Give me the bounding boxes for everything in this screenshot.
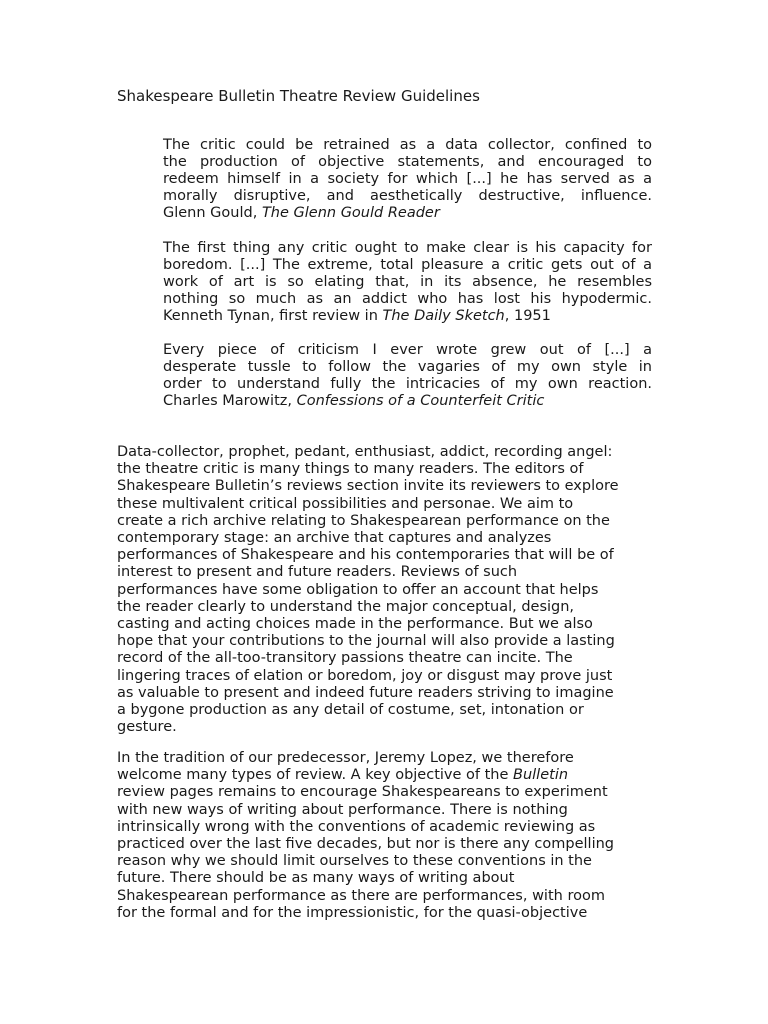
body-paragraph-intro	[117, 444, 657, 736]
page-title: Shakespeare Bulletin Theatre Review Guidelines	[117, 87, 480, 105]
paragraph-line: for the formal and for the impressionistic, for the quasi-objective	[117, 904, 588, 921]
attribution-year: , 1951	[504, 308, 551, 324]
quote-line: Every piece of criticism I ever wrote grew out of [...] a	[163, 342, 652, 358]
paragraph-line: performances of Shakespeare and his contemporaries that will be of	[117, 547, 614, 564]
paragraph-line: with new ways of writing about performance. There is nothing	[117, 801, 568, 818]
paragraph-line: a bygone production as any detail of costume, set, intonation or	[117, 702, 584, 719]
paragraph-line: intrinsically wrong with the conventions of academic reviewing as	[117, 818, 596, 835]
quote-attribution	[163, 308, 652, 325]
attribution-author: Glenn Gould,	[163, 205, 262, 221]
body-paragraph-tradition	[117, 750, 657, 922]
quote-line: redeem himself in a society for which [...] he has served as a	[163, 171, 652, 187]
paragraph-line: gesture.	[117, 719, 177, 736]
quote-line: The first thing any critic ought to make clear is his capacity for	[163, 240, 652, 256]
paragraph-line: lingering traces of elation or boredom, joy or disgust may prove just	[117, 667, 613, 684]
attribution-author: Charles Marowitz,	[163, 393, 297, 409]
paragraph-line: the reader clearly to understand the major conceptual, design,	[117, 598, 575, 615]
quote-line: The critic could be retrained as a data collector, confined to	[163, 137, 652, 153]
quote-line: nothing so much as an addict who has lost his hypodermic.	[163, 291, 652, 307]
quote-line: order to understand fully the intricacies of my own reaction.	[163, 376, 652, 392]
paragraph-line: these multivalent critical possibilities and personae. We aim to	[117, 495, 574, 512]
attribution-work: The Daily Sketch	[382, 308, 505, 324]
paragraph-line: create a rich archive relating to Shakespearean performance on the	[117, 512, 610, 529]
epigraph-quote-gould	[163, 137, 652, 222]
quote-line: work of art is so elating that, in its absence, he resembles	[163, 274, 652, 290]
paragraph-line: Shakespeare Bulletin’s reviews section invite its reviewers to explore	[117, 478, 619, 495]
quote-line: desperate tussle to follow the vagaries of my own style in	[163, 359, 652, 375]
quote-attribution	[163, 393, 652, 410]
attribution-author: Kenneth Tynan, first review in	[163, 308, 383, 324]
paragraph-line: interest to present and future readers. Reviews of such	[117, 564, 518, 581]
paragraph-line: review pages remains to encourage Shakespeareans to experiment	[117, 784, 608, 801]
journal-name: Bulletin	[513, 767, 569, 784]
quote-attribution	[163, 205, 652, 222]
paragraph-line: future. There should be as many ways of writing about	[117, 870, 515, 887]
paragraph-line: record of the all-too-transitory passions theatre can incite. The	[117, 650, 573, 667]
epigraph-quote-marowitz	[163, 342, 652, 410]
quote-line: morally disruptive, and aesthetically destructive, influence.	[163, 188, 652, 204]
quote-line: boredom. [...] The extreme, total pleasure a critic gets out of a	[163, 257, 652, 273]
paragraph-line: performances have some obligation to offer an account that helps	[117, 581, 599, 598]
paragraph-text: welcome many types of review. A key objective of the	[117, 767, 514, 784]
paragraph-line: Shakespearean performance as there are performances, with room	[117, 887, 605, 904]
paragraph-line: Data-collector, prophet, pedant, enthusiast, addict, recording angel:	[117, 444, 613, 460]
paragraph-line: practiced over the last five decades, but nor is there any compelling	[117, 836, 615, 853]
paragraph-line: casting and acting choices made in the performance. But we also	[117, 616, 593, 633]
paragraph-line: contemporary stage: an archive that captures and analyzes	[117, 530, 552, 547]
paragraph-line: reason why we should limit ourselves to these conventions in the	[117, 853, 592, 870]
paragraph-line	[117, 767, 657, 784]
attribution-work: The Glenn Gould Reader	[261, 205, 440, 221]
paragraph-line: hope that your contributions to the journal will also provide a lasting	[117, 633, 615, 650]
paragraph-line: In the tradition of our predecessor, Jeremy Lopez, we therefore	[117, 750, 574, 766]
epigraph-quote-tynan	[163, 240, 652, 325]
attribution-work: Confessions of a Counterfeit Critic	[296, 393, 545, 409]
paragraph-line: as valuable to present and indeed future readers striving to imagine	[117, 684, 614, 701]
paragraph-line: the theatre critic is many things to many readers. The editors of	[117, 461, 584, 478]
quote-line: the production of objective statements, and encouraged to	[163, 154, 652, 170]
